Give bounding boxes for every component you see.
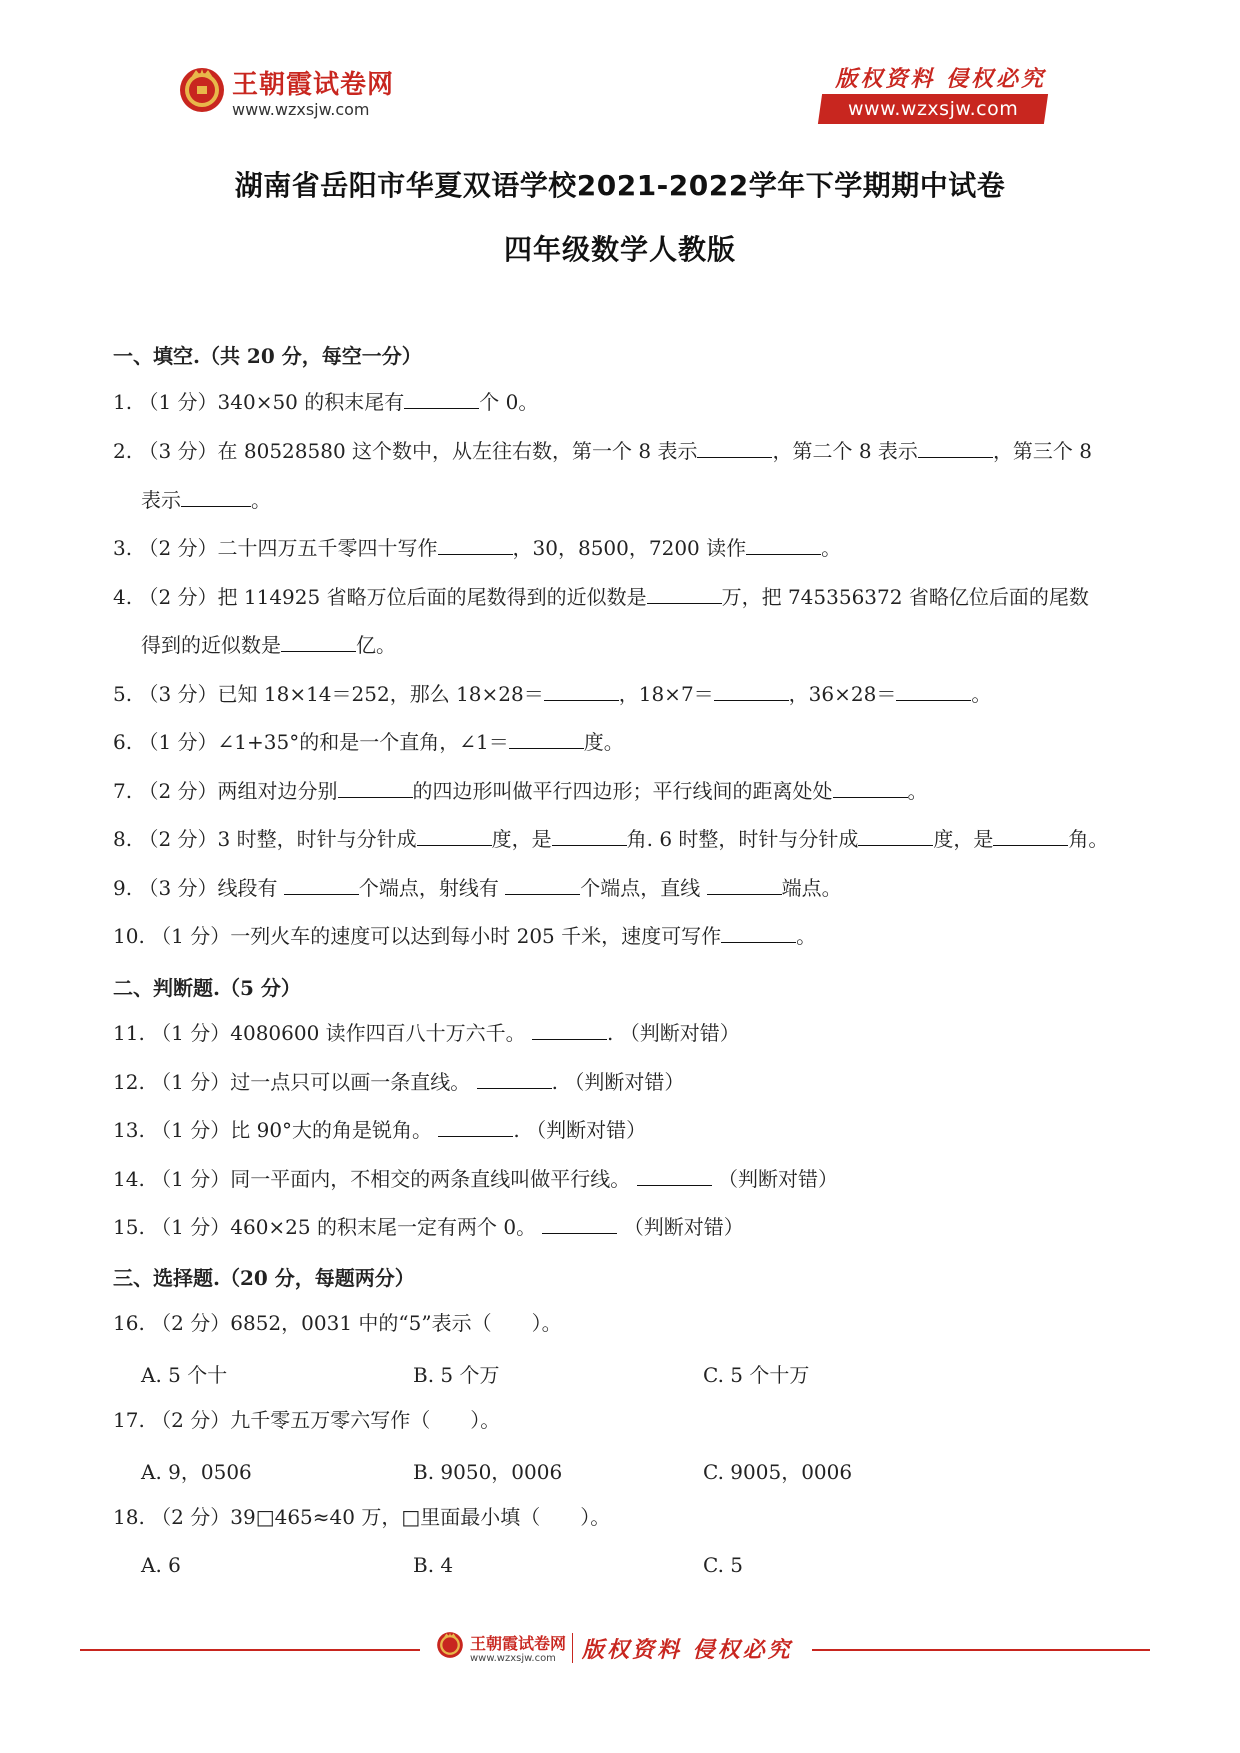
footer-brand-name: 王朝霞试卷网 [470, 1634, 567, 1653]
option-17-a[interactable]: A. 9，0506 [141, 1460, 252, 1484]
answer-blank[interactable] [746, 534, 821, 555]
answer-blank[interactable] [509, 728, 584, 749]
section-heading-multiple-choice: 三、选择题.（20 分，每题两分） [113, 1266, 415, 1290]
question-5: 5. （3 分）已知 18×14＝252，那么 18×28＝ ，18×7＝ ，36×28＝ 。 [113, 682, 992, 706]
copyright-text: 版权资料 侵权必究 [835, 66, 1046, 92]
answer-blank[interactable] [552, 825, 627, 846]
answer-blank[interactable] [542, 1213, 617, 1234]
option-16-b[interactable]: B. 5 个万 [413, 1363, 500, 1387]
answer-blank[interactable] [647, 583, 722, 604]
answer-blank[interactable] [714, 680, 789, 701]
brand-logo [178, 64, 418, 124]
answer-blank[interactable] [505, 874, 580, 895]
option-16-a[interactable]: A. 5 个十 [141, 1363, 228, 1387]
answer-blank[interactable] [284, 874, 359, 895]
answer-blank[interactable] [477, 1068, 552, 1089]
answer-blank[interactable] [404, 388, 479, 409]
question-6: 6. （1 分）∠1+35°的和是一个直角，∠1＝ 度。 [113, 730, 624, 754]
answer-blank[interactable] [697, 437, 772, 458]
brand-url[interactable]: www.wzxsjw.com [232, 100, 370, 119]
answer-blank[interactable] [438, 1116, 513, 1137]
answer-blank[interactable] [918, 437, 993, 458]
copyright-block [820, 62, 1050, 122]
answer-blank[interactable] [993, 825, 1068, 846]
answer-blank[interactable] [707, 874, 782, 895]
footer-brand-url[interactable]: www.wzxsjw.com [470, 1653, 556, 1664]
answer-blank[interactable] [438, 534, 513, 555]
answer-blank[interactable] [338, 777, 413, 798]
answer-blank[interactable] [281, 631, 356, 652]
option-16-c[interactable]: C. 5 个十万 [703, 1363, 810, 1387]
footer-divider-left [80, 1649, 420, 1651]
option-17-b[interactable]: B. 9050，0006 [413, 1460, 563, 1484]
footer-logo [436, 1627, 816, 1671]
exam-subtitle: 四年级数学人教版 [503, 233, 736, 266]
question-3: 3. （2 分）二十四万五千零四十写作 ，30，8500，7200 读作 。 [113, 536, 842, 560]
question-7: 7. （2 分）两组对边分别 的四边形叫做平行四边形；平行线间的距离处处 。 [113, 779, 928, 803]
exam-title: 湖南省岳阳市华夏双语学校2021-2022学年下学期期中试卷 [234, 169, 1006, 202]
section-heading-fill-blank: 一、填空.（共 20 分，每空一分） [113, 344, 422, 368]
question-8: 8. （2 分）3 时整，时针与分针成 度，是 角. 6 时整，时针与分针成 度，是 角。 [113, 827, 1109, 851]
url-badge[interactable] [818, 94, 1048, 124]
answer-blank[interactable] [181, 486, 251, 507]
question-16: 16. （2 分）6852，0031 中的“5”表示（ ）。 [113, 1311, 562, 1335]
question-14: 14. （1 分）同一平面内，不相交的两条直线叫做平行线。 （判断对错） [113, 1167, 838, 1191]
question-2-cont: 表示 。 [141, 488, 271, 512]
question-15: 15. （1 分）460×25 的积末尾一定有两个 0。 （判断对错） [113, 1215, 744, 1239]
footer-copyright: 版权资料 侵权必究 [582, 1637, 793, 1663]
option-17-c[interactable]: C. 9005，0006 [703, 1460, 853, 1484]
brand-name: 王朝霞试卷网 [232, 70, 395, 100]
question-2: 2. （3 分）在 80528580 这个数中，从左往右数，第一个 8 表示 ，第二个 8 表示 ，第三个 8 [113, 439, 1093, 463]
question-4-cont: 得到的近似数是 亿。 [141, 633, 396, 657]
question-11: 11. （1 分）4080600 读作四百八十万六千。 . （判断对错） [113, 1021, 740, 1045]
answer-blank[interactable] [721, 922, 796, 943]
answer-blank[interactable] [544, 680, 619, 701]
question-17: 17. （2 分）九千零五万零六写作（ ）。 [113, 1408, 501, 1432]
question-12: 12. （1 分）过一点只可以画一条直线。 . （判断对错） [113, 1070, 685, 1094]
footer-divider-right [812, 1649, 1150, 1651]
answer-blank[interactable] [532, 1019, 607, 1040]
question-13: 13. （1 分）比 90°大的角是锐角。 . （判断对错） [113, 1118, 647, 1142]
footer-separator [572, 1633, 573, 1663]
option-18-a[interactable]: A. 6 [141, 1553, 181, 1577]
seal-icon [178, 66, 226, 114]
question-9: 9. （3 分）线段有 个端点，射线有 个端点，直线 端点。 [113, 876, 842, 900]
question-4: 4. （2 分）把 114925 省略万位后面的尾数得到的近似数是 万，把 745356372 省略亿位后面的尾数 [113, 585, 1089, 609]
option-18-b[interactable]: B. 4 [413, 1553, 454, 1577]
url-badge-text: www.wzxsjw.com [847, 98, 1019, 120]
answer-blank[interactable] [858, 825, 933, 846]
option-18-c[interactable]: C. 5 [703, 1553, 744, 1577]
question-18: 18. （2 分）39□465≈40 万，□里面最小填（ ）。 [113, 1505, 611, 1529]
answer-blank[interactable] [833, 777, 908, 798]
answer-blank[interactable] [417, 825, 492, 846]
answer-blank[interactable] [896, 680, 971, 701]
question-1: 1. （1 分）340×50 的积末尾有 个 0。 [113, 390, 539, 414]
answer-blank[interactable] [637, 1165, 712, 1186]
question-10: 10. （1 分）一列火车的速度可以达到每小时 205 千米，速度可写作 。 [113, 924, 817, 948]
seal-icon [436, 1631, 464, 1659]
section-heading-true-false: 二、判断题.（5 分） [113, 976, 301, 1000]
